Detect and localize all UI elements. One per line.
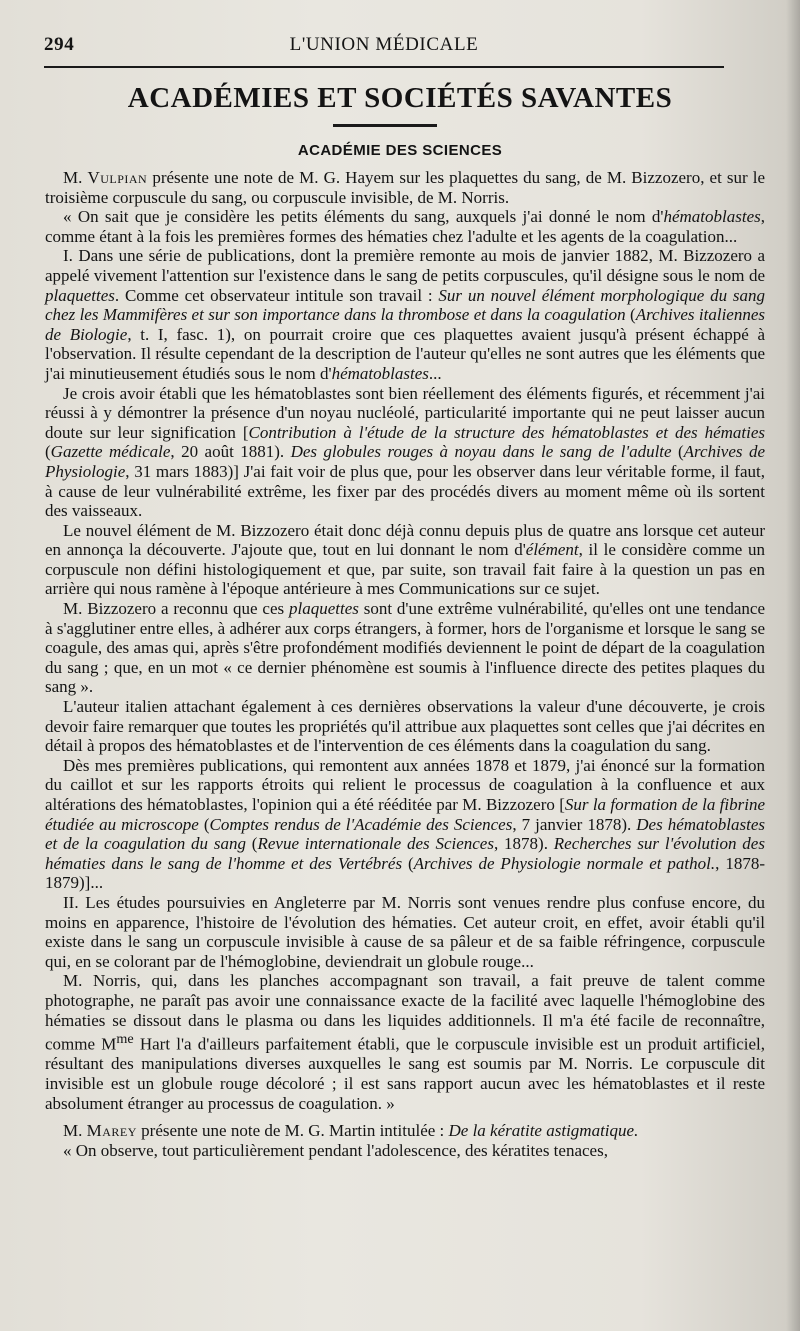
- page-edge-shadow: [786, 0, 800, 1331]
- p-norris: M. Norris, qui, dans les planches accompagnant son travail, a fait preuve de talent comme photographe, ne paraît pas avoir une connaissance exacte de la facilité avec laquelle l'hémoglobine des hématies se dissout dans le plasma ou dans les liquides additionnels. Il m'a été facile de reconnaître, comme $M^{me}$ Hart l'a d'ailleurs parfaitement établi, que le corpuscule invisible est un produit artificiel, résultant des manipulations diverses auxquelles le sang est soumis par M. Norris. Le corpuscule dit invisible est un globule rouge décoloré ; il est sans rapport aucun avec les hématoblastes et il reste absolument étranger au processus de coagulation. »: [45, 971, 765, 1113]
- page-header: [44, 34, 724, 60]
- p-noyau: Je crois avoir établi que les hématoblastes sont bien réellement des éléments figurés, et récemment j'ai réussi à y démontrer la présence d'un noyau nucléolé, particularité importante qui ne peut laisser aucun doute sur leur signification [Contribution à l'étude de la structure des hématoblastes et des hématies (Gazette médicale, 20 août 1881). Des globules rouges à noyau dans le sang de l'adulte (Archives de Physiologie, 31 mars 1883)] J'ai fait voir de plus que, pour les observer dans leur véritable forme, il faut, à cause de leur vulnérabilité extrême, les fixer par des procédés divers au moment même où ils sortent des vaisseaux.: [45, 383, 765, 521]
- title-divider: [333, 124, 437, 127]
- p-auteur-italien: L'auteur italien attachant également à ces dernières observations la valeur d'une découverte, je crois devoir faire remarquer que toutes les propriétés qu'il attribue aux plaquettes sont celles que j'ai décrites en détail à propos des hématoblastes et de l'intervention de ces éléments dans la coagulation du sang.: [45, 697, 765, 756]
- page-number: 294: [44, 34, 75, 55]
- subsection-title: ACADÉMIE DES SCIENCES: [297, 142, 503, 159]
- article-body: [45, 168, 765, 1160]
- section-title: ACADÉMIES ET SOCIÉTÉS SAVANTES: [127, 82, 673, 114]
- p-premieres-publications: Dès mes premières publications, qui remontent aux années 1878 et 1879, j'ai énoncé sur la formation du caillot et sur les rapports étroits qui relient le processus de coagulation à la confluence et aux altérations des hématoblastes, l'opinion qui a été rééditée par M. Bizzozero [Sur la formation de la fibrine étudiée au microscope (Comptes rendus de l'Académie des Sciences, 7 janvier 1878). Des hématoblastes et de la coagulation du sang (Revue internationale des Sciences, 1878). Recherches sur l'évolution des hématies dans le sang de l'homme et des Vertébrés (Archives de Physiologie normale et pathol., 1878-1879)]...: [45, 755, 766, 893]
- header-rule: [44, 66, 724, 68]
- running-head: L'UNION MÉDICALE: [289, 34, 479, 55]
- p-marey: M. Marey présente une note de M. G. Martin intitulée : De la kératite astigmatique.: [63, 1121, 639, 1141]
- p-quote-open: « On sait que je considère les petits éléments du sang, auxquels j'ai donné le nom d'hématoblastes, comme étant à la fois les premières formes des hématies chez l'adulte et les agents de la coagulation...: [45, 207, 765, 246]
- p-section-2: II. Les études poursuivies en Angleterre par M. Norris sont venues rendre plus confuse encore, du moins en apparence, l'histoire de l'évolution des hématies. Cet auteur croit, en effet, avoir établi qu'il existe dans le sang un corpuscule invisible à cause de sa pâleur et de sa faible réfringence, corpuscule qui, en se colorant par de l'hémoglobine, deviendrait un globule rouge...: [45, 892, 765, 971]
- p-vulnerabilite: M. Bizzozero a reconnu que ces plaquettes sont d'une extrême vulnérabilité, qu'elles ont une tendance à s'agglutiner entre elles, à adhérer aux corps étrangers, à former, hors de l'organisme et lorsque le sang se coagule, des amas qui, après s'être profondément modifiés deviennent le point de départ de la coagulation du sang ; que, en un mot « ce dernier phénomène est soumis à l'influence directe des petites plaques du sang ».: [45, 599, 765, 697]
- p-nouvel-element: Le nouvel élément de M. Bizzozero était donc déjà connu depuis plus de quatre ans lorsque cet auteur en annonça la découverte. J'ajoute que, tout en lui donnant le nom d'élément, il le considère comme un corpuscule non défini histologiquement et que, par suite, son travail fait faire à la question un pas en arrière qui nous ramène à l'époque antérieure à mes Communications sur ce sujet.: [45, 520, 766, 599]
- p-intro-vulpian: M. Vulpian présente une note de M. G. Hayem sur les plaquettes du sang, de M. Bizzozero, et sur le troisième corpuscule du sang, ou corpuscule invisible, de M. Norris.: [45, 168, 765, 207]
- p-section-1: I. Dans une série de publications, dont la première remonte au mois de janvier 1882, M. Bizzozero a appelé vivement l'attention sur l'existence dans le sang de petits corpuscules, qu'il désigne sous le nom de plaquettes. Comme cet observateur intitule son travail : Sur un nouvel élément morphologique du sang chez les Mammifères et sur son importance dans la thrombose et dans la coagulation (Archives italiennes de Biologie, t. I, fasc. 1), on pourrait croire que ces plaquettes avaient jusqu'à présent échappé à l'observation. Il résulte cependant de la description de l'auteur qu'elles ne sont autres que les éléments que j'ai minutieusement étudiés sous le nom d'hématoblastes...: [45, 246, 766, 383]
- p-marey-quote: « On observe, tout particulièrement pendant l'adolescence, des kératites tenaces,: [63, 1140, 608, 1160]
